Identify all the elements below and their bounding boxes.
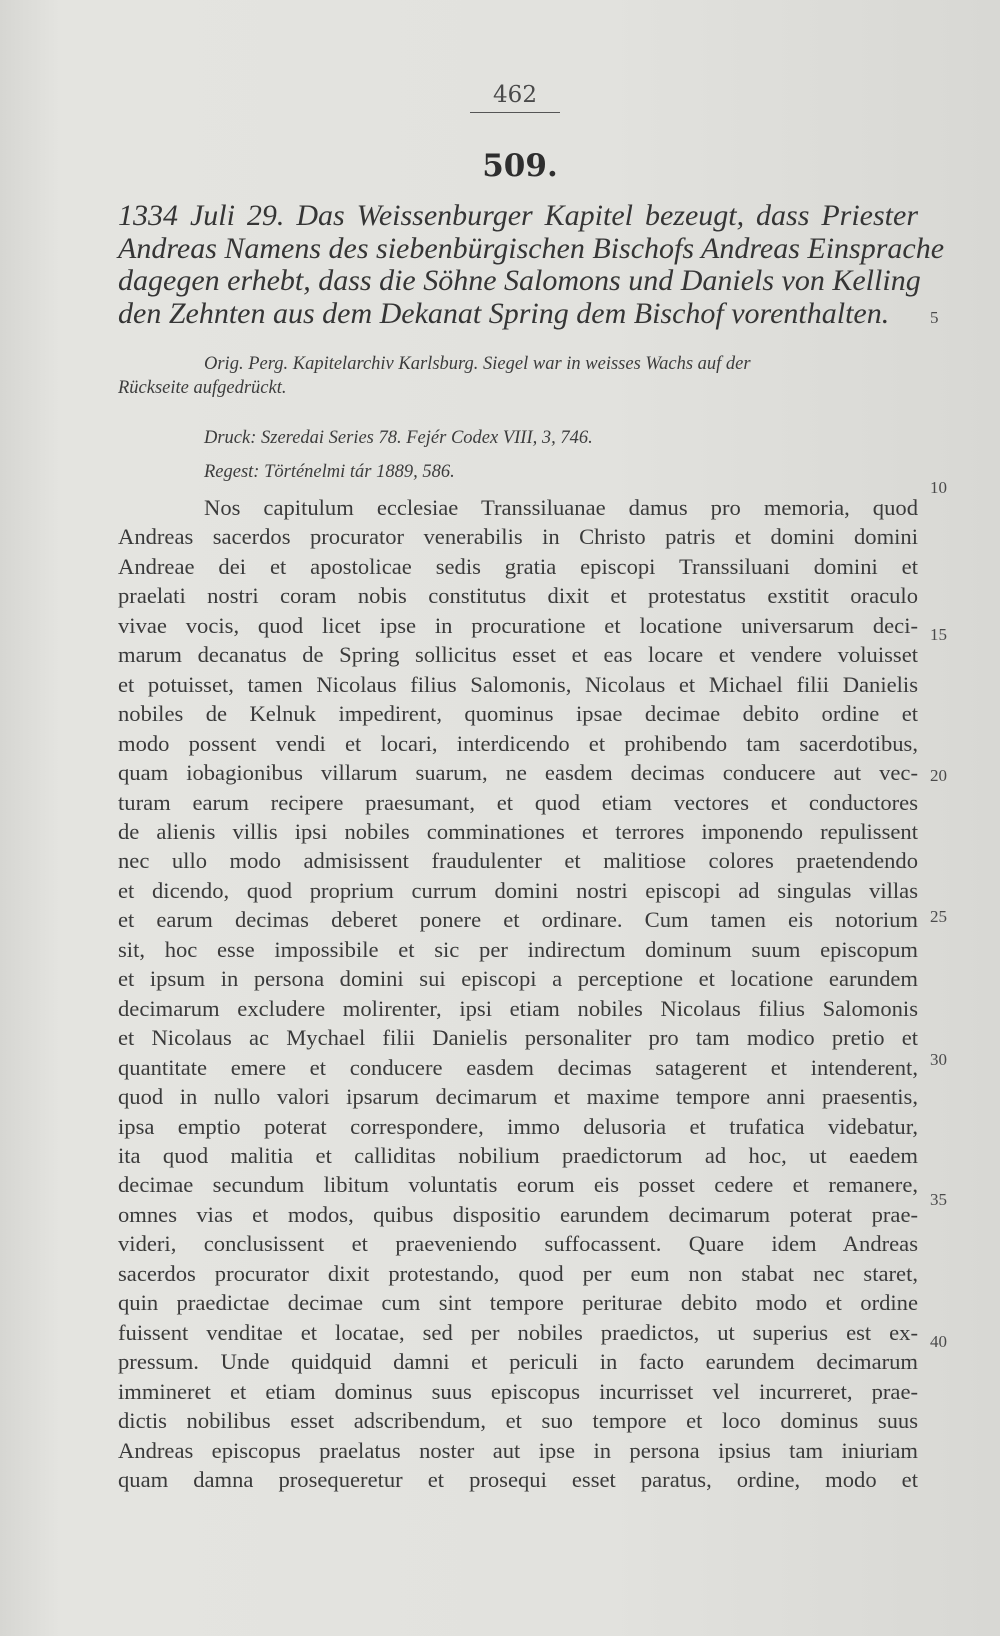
text-line: quod in nullo valori ipsarum decimarum et maxime tempore anni praesentis, xyxy=(118,1084,918,1110)
text-line: sacerdos procurator dixit protestando, quod per eum non stabat nec staret, xyxy=(118,1260,918,1286)
text-line: Andreae dei et apostolicae sedis gratia episcopi Transsiluani domini et xyxy=(118,553,918,579)
text-line: nobiles de Kelnuk impedirent, quominus ipsae decimae debito ordine et xyxy=(118,701,918,727)
margin-line-number: 40 xyxy=(930,1332,947,1351)
text-line: quin praedictae decimae cum sint tempore periturae debito modo et ordine xyxy=(118,1290,918,1316)
source-original xyxy=(118,352,918,400)
summary-line: 1334 Juli 29. Das Weissenburger Kapitel bezeugt, dass Priester xyxy=(118,199,918,232)
source-orig-line: Rückseite aufgedrückt. xyxy=(118,378,287,398)
text-line: dictis nobilibus esset adscribendum, et suo tempore et loco dominus suus xyxy=(118,1408,918,1434)
summary-line: dagegen erhebt, dass die Söhne Salomons und Daniels von Kelling xyxy=(118,264,921,298)
text-line: de alienis villis ipsi nobiles comminationes et terrores imponendo repulissent xyxy=(118,818,918,844)
text-line: ita quod malitia et calliditas nobilium praedictorum ad hoc, ut eaedem xyxy=(118,1142,918,1168)
text-line: praelati nostri coram nobis constitutus dixit et protestatus exstitit oraculo xyxy=(118,583,918,609)
text-line: et dicendo, quod proprium currum domini nostri episcopi ad singulas villas xyxy=(118,877,918,903)
text-line: nec ullo modo admisissent fraudulenter et malitiose colores praetendendo xyxy=(118,848,918,874)
charter-text xyxy=(118,493,918,1494)
text-line: decimarum excludere molirenter, ipsi etiam nobiles Nicolaus filius Salomonis xyxy=(118,995,918,1021)
text-line: Andreas episcopus praelatus noster aut ipse in persona ipsius tam iniuriam xyxy=(118,1437,918,1463)
margin-line-number: 10 xyxy=(930,478,947,497)
text-line: Nos capitulum ecclesiae Transsiluanae damus pro memoria, quod xyxy=(204,495,918,520)
text-line: et potuisset, tamen Nicolaus filius Salomonis, Nicolaus et Michael filii Danielis xyxy=(118,671,918,697)
document-number: 509. xyxy=(482,148,558,184)
text-line: modo possent vendi et locari, interdicendo et prohibendo tam sacerdotibus, xyxy=(118,730,918,756)
regest-summary xyxy=(118,199,945,330)
summary-line: Andreas Namens des siebenbürgischen Bischofs Andreas Einsprache xyxy=(118,231,945,265)
margin-line-number: 20 xyxy=(930,766,947,785)
text-line: quam iobagionibus villarum suarum, ne easdem decimas conducere aut vec- xyxy=(118,760,918,786)
source-orig-line: Orig. Perg. Kapitelarchiv Karlsburg. Siegel war in weisses Wachs auf der xyxy=(204,354,751,374)
page-number: 462 xyxy=(470,82,560,113)
margin-line-number: 15 xyxy=(930,625,947,644)
summary-line: den Zehnten aus dem Dekanat Spring dem Bischof vorenthalten. xyxy=(118,296,890,330)
text-line: vivae vocis, quod licet ipse in procuratione et locatione universarum deci- xyxy=(118,612,918,638)
source-regest: Regest: Történelmi tár 1889, 586. xyxy=(204,462,455,482)
text-line: Andreas sacerdos procurator venerabilis in Christo patris et domini domini xyxy=(118,524,918,550)
text-line: fuissent venditae et locatae, sed per nobiles praedictos, ut superius est ex- xyxy=(118,1319,918,1345)
text-line: decimae secundum libitum voluntatis eorum eis posset cedere et remanere, xyxy=(118,1172,918,1198)
margin-line-number: 30 xyxy=(930,1050,947,1069)
margin-line-number: 25 xyxy=(930,907,947,926)
text-line: et Nicolaus ac Mychael filii Danielis personaliter pro tam modico pretio et xyxy=(118,1025,918,1051)
text-line: et earum decimas deberet ponere et ordinare. Cum tamen eis notorium xyxy=(118,907,918,933)
text-line: pressum. Unde quidquid damni et periculi in facto earundem decimarum xyxy=(118,1349,918,1375)
text-line: turam earum recipere praesumant, et quod etiam vectores et conductores xyxy=(118,789,918,815)
text-line: quantitate emere et conducere easdem decimas satagerent et intenderent, xyxy=(118,1054,918,1080)
text-line: sit, hoc esse impossibile et sic per indirectum dominum suum episcopum xyxy=(118,936,918,962)
text-line: marum decanatus de Spring sollicitus esset et eas locare et vendere voluisset xyxy=(118,642,918,668)
text-line: videri, conclusissent et praeveniendo suffocassent. Quare idem Andreas xyxy=(118,1231,918,1257)
text-line: immineret et etiam dominus suus episcopus incurrisset vel incurreret, prae- xyxy=(118,1378,918,1404)
margin-line-number: 5 xyxy=(930,308,939,327)
text-line: omnes vias et modos, quibus dispositio earundem decimarum poterat prae- xyxy=(118,1201,918,1227)
text-line: et ipsum in persona domini sui episcopi a perceptione et locatione earundem xyxy=(118,966,918,992)
text-line: quam damna prosequeretur et prosequi esset paratus, ordine, modo et xyxy=(118,1466,918,1492)
text-line: ipsa emptio poterat correspondere, immo delusoria et trufatica videbatur, xyxy=(118,1113,918,1139)
source-druck: Druck: Szeredai Series 78. Fejér Codex VIII, 3, 746. xyxy=(204,428,593,448)
margin-line-number: 35 xyxy=(930,1190,947,1209)
